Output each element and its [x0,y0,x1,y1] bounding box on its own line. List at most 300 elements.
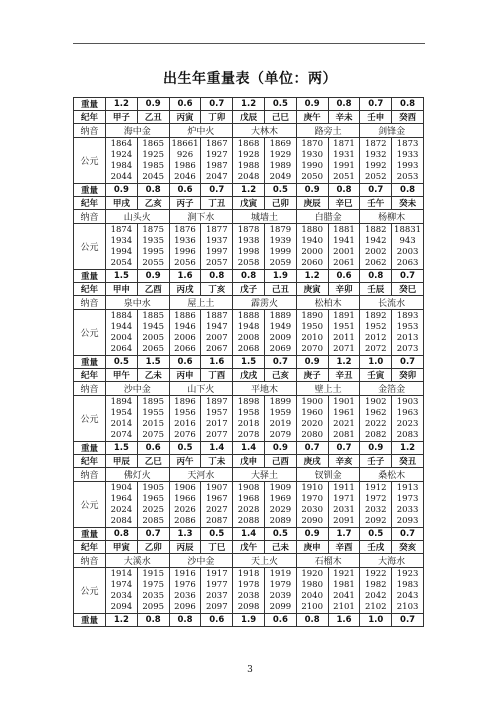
years-cell [137,138,169,184]
year-value: 2096 [174,601,196,612]
row-label-nayin: 纳音 [74,210,106,224]
nayin-cell: 山下火 [169,382,233,396]
header-rule [73,43,425,44]
year-value: 1955 [142,407,165,418]
year-value: 1894 [110,396,133,407]
year-value: 2086 [174,515,196,526]
year-value: 1984 [110,160,133,171]
ganzhi-cell: 丁丑 [201,197,233,210]
years-cell [169,482,201,528]
year-value: 1956 [174,407,196,418]
year-value: 1934 [110,235,133,246]
years-cell [201,396,233,442]
weight-cell: 1.5 [106,442,138,455]
years-cell [137,224,169,270]
ganzhi-row [74,369,424,382]
year-value: 943 [399,235,416,246]
years-cell [328,138,360,184]
year-value: 2078 [237,429,260,440]
year-value: 1893 [396,310,419,321]
ganzhi-cell: 壬午 [360,197,392,210]
year-value: 2098 [237,601,260,612]
year-value: 2070 [301,343,323,354]
years-cell [233,224,265,270]
year-value: 2030 [301,504,323,515]
weight-cell: 0.8 [201,270,233,283]
ganzhi-cell: 甲辰 [106,455,138,468]
row-label-years: 公元 [74,138,106,184]
nayin-cell: 屋上土 [169,296,233,310]
weight-cell: 0.5 [106,356,138,369]
year-value: 2011 [333,332,355,343]
year-value: 1947 [205,321,228,332]
nayin-cell: 长流水 [360,296,424,310]
year-value: 2090 [301,515,323,526]
year-value: 1986 [174,160,196,171]
year-value: 2029 [269,504,292,515]
row-label-weight: 重量 [74,614,106,627]
year-value: 1878 [237,224,260,235]
weight-cell: 0.7 [137,528,169,541]
row-label-ganzhi: 纪年 [74,369,106,382]
years-cell [137,482,169,528]
nayin-cell: 平地木 [233,382,297,396]
ganzhi-cell: 戊午 [233,541,265,554]
year-value: 1872 [364,138,387,149]
nayin-cell: 壁上土 [296,382,360,396]
year-value: 2060 [301,257,323,268]
nayin-row [74,554,424,568]
year-value: 2061 [333,257,355,268]
year-value: 1913 [396,482,419,493]
year-value: 1952 [364,321,387,332]
year-value: 2009 [269,332,292,343]
year-value: 1948 [237,321,260,332]
nayin-cell: 泉中水 [106,296,170,310]
year-value: 2074 [110,429,133,440]
row-label-years: 公元 [74,310,106,356]
years-cell [296,482,328,528]
years-cell [328,224,360,270]
ganzhi-cell: 甲寅 [106,541,138,554]
year-value: 2008 [237,332,260,343]
ganzhi-cell: 辛亥 [328,455,360,468]
nayin-cell: 石榴木 [296,554,360,568]
year-value: 2014 [110,418,133,429]
year-value: 1889 [269,310,292,321]
year-value: 1989 [269,160,292,171]
weight-cell: 0.7 [201,98,233,111]
weight-cell: 1.6 [169,270,201,283]
ganzhi-cell: 庚申 [296,541,328,554]
year-value: 2035 [142,590,165,601]
weight-cell: 1.2 [392,442,424,455]
year-value: 2013 [396,332,419,343]
row-label-years: 公元 [74,568,106,614]
years-cell [106,482,138,528]
year-value: 1962 [364,407,387,418]
row-label-ganzhi: 纪年 [74,111,106,124]
weight-cell: 0.9 [296,184,328,197]
years-row [74,482,424,528]
weight-cell: 0.5 [264,528,296,541]
year-value: 2065 [142,343,165,354]
years-cell [328,310,360,356]
year-value: 2081 [333,429,355,440]
year-value: 1918 [237,568,260,579]
year-value: 2028 [237,504,260,515]
year-value: 2082 [364,429,387,440]
years-cell [201,310,233,356]
year-value: 1929 [269,149,292,160]
years-cell [169,568,201,614]
year-value: 1970 [301,493,323,504]
nayin-row [74,210,424,224]
ganzhi-cell: 癸卯 [392,369,424,382]
nayin-row [74,382,424,396]
year-value: 1882 [364,224,387,235]
ganzhi-cell: 丙寅 [169,111,201,124]
year-value: 2084 [110,515,133,526]
nayin-cell: 钗钏金 [296,468,360,482]
year-value: 1965 [142,493,165,504]
years-row [74,310,424,356]
years-cell [328,482,360,528]
page-number: 3 [247,665,253,675]
nayin-cell: 大驿土 [233,468,297,482]
ganzhi-cell: 丙辰 [169,541,201,554]
year-value: 2048 [237,171,260,182]
row-label-weight: 重量 [74,98,106,111]
years-cell [392,138,424,184]
year-value: 2073 [396,343,419,354]
year-value: 2077 [205,429,228,440]
year-value: 1873 [396,138,419,149]
year-value: 2052 [364,171,387,182]
years-cell [169,138,201,184]
weight-cell: 1.2 [106,98,138,111]
year-value: 1896 [174,396,196,407]
year-value: 2091 [333,515,355,526]
weight-cell: 0.7 [296,442,328,455]
nayin-cell: 沙中金 [169,554,233,568]
weight-cell: 1.3 [169,528,201,541]
weight-row [74,184,424,197]
year-value: 1908 [237,482,260,493]
year-value: 1897 [205,396,228,407]
weight-cell: 0.7 [360,98,392,111]
years-cell [296,224,328,270]
year-value: 1898 [237,396,260,407]
years-cell [137,396,169,442]
year-value: 2021 [333,418,355,429]
year-value: 2016 [174,418,196,429]
weight-cell: 1.4 [201,442,233,455]
years-cell [233,482,265,528]
year-value: 2034 [110,590,133,601]
nayin-cell: 松柏木 [296,296,360,310]
year-value: 1935 [142,235,165,246]
year-value: 1969 [269,493,292,504]
weight-cell: 1.2 [233,98,265,111]
year-value: 2024 [110,504,133,515]
year-value: 1982 [364,579,387,590]
weight-cell: 1.6 [328,614,360,627]
row-label-nayin: 纳音 [74,296,106,310]
year-value: 1954 [110,407,133,418]
year-value: 2069 [269,343,292,354]
year-value: 2032 [364,504,387,515]
nayin-cell: 大溪水 [106,554,170,568]
year-value: 1938 [237,235,260,246]
year-value: 1998 [237,246,260,257]
year-value: 2050 [301,171,323,182]
weight-cell: 1.5 [137,356,169,369]
ganzhi-cell: 丙戌 [169,283,201,296]
weight-cell: 0.9 [360,442,392,455]
year-value: 2041 [333,590,355,601]
year-value: 2087 [205,515,228,526]
ganzhi-cell: 戊寅 [233,197,265,210]
ganzhi-cell: 己亥 [264,369,296,382]
weight-cell: 0.9 [106,184,138,197]
years-cell [169,224,201,270]
weight-row [74,528,424,541]
weight-cell: 0.7 [360,184,392,197]
year-value: 1905 [142,482,165,493]
ganzhi-cell: 乙丑 [137,111,169,124]
ganzhi-cell: 辛卯 [328,283,360,296]
years-cell [106,310,138,356]
years-cell [296,138,328,184]
year-value: 2040 [301,590,323,601]
weight-cell: 0.7 [392,614,424,627]
years-cell [296,568,328,614]
years-cell [360,310,392,356]
nayin-cell: 杨柳木 [360,210,424,224]
year-value: 2025 [142,504,165,515]
year-value: 1968 [237,493,260,504]
row-label-weight: 重量 [74,356,106,369]
year-value: 1904 [110,482,133,493]
year-value: 1973 [396,493,419,504]
weight-cell: 1.0 [360,356,392,369]
ganzhi-row [74,197,424,210]
year-value: 2056 [174,257,196,268]
years-cell [360,138,392,184]
ganzhi-cell: 丁未 [201,455,233,468]
row-label-weight: 重量 [74,270,106,283]
years-cell [201,138,233,184]
row-label-weight: 重量 [74,184,106,197]
year-value: 2100 [301,601,323,612]
year-value: 1869 [269,138,292,149]
years-cell [264,138,296,184]
year-value: 1922 [364,568,387,579]
year-value: 2022 [364,418,387,429]
ganzhi-cell: 庚戌 [296,455,328,468]
year-value: 1946 [174,321,196,332]
year-value: 2007 [205,332,228,343]
year-value: 18661 [171,138,199,149]
year-value: 2092 [364,515,387,526]
years-cell [360,568,392,614]
row-label-ganzhi: 纪年 [74,283,106,296]
ganzhi-cell: 乙未 [137,369,169,382]
years-cell [201,224,233,270]
nayin-cell: 天河水 [169,468,233,482]
year-value: 1911 [333,482,355,493]
year-value: 1961 [333,407,355,418]
year-value: 2099 [269,601,292,612]
weight-cell: 0.9 [137,270,169,283]
year-value: 2027 [205,504,228,515]
ganzhi-cell: 癸亥 [392,541,424,554]
year-value: 1864 [110,138,133,149]
ganzhi-cell: 戊戌 [233,369,265,382]
year-value: 1978 [237,579,260,590]
row-label-nayin: 纳音 [74,382,106,396]
ganzhi-cell: 壬子 [360,455,392,468]
ganzhi-cell: 壬辰 [360,283,392,296]
weight-cell: 0.8 [392,98,424,111]
year-value: 2068 [237,343,260,354]
year-value: 1953 [396,321,419,332]
year-value: 2026 [174,504,196,515]
year-value: 1891 [333,310,355,321]
ganzhi-cell: 辛酉 [328,541,360,554]
years-cell [106,568,138,614]
weight-cell: 0.9 [296,528,328,541]
year-value: 1940 [301,235,323,246]
nayin-cell: 霹雳火 [233,296,297,310]
ganzhi-cell: 己酉 [264,455,296,468]
year-value: 2042 [364,590,387,601]
years-cell [233,310,265,356]
years-cell [392,224,424,270]
weight-cell: 1.4 [233,442,265,455]
ganzhi-cell: 癸酉 [392,111,424,124]
weight-cell: 0.6 [169,98,201,111]
year-value: 1958 [237,407,260,418]
year-value: 1917 [205,568,228,579]
year-value: 2018 [237,418,260,429]
row-label-ganzhi: 纪年 [74,197,106,210]
weight-cell: 0.8 [360,270,392,283]
ganzhi-cell: 癸丑 [392,455,424,468]
year-value: 1933 [396,149,419,160]
ganzhi-cell: 辛未 [328,111,360,124]
year-value: 1914 [110,568,133,579]
year-value: 1892 [364,310,387,321]
ganzhi-cell: 甲子 [106,111,138,124]
ganzhi-cell: 壬戌 [360,541,392,554]
year-value: 1876 [174,224,196,235]
year-value: 1930 [301,149,323,160]
nayin-cell: 城墙土 [233,210,297,224]
years-cell [392,568,424,614]
year-value: 2019 [269,418,292,429]
weight-row [74,442,424,455]
year-value: 2001 [333,246,355,257]
year-value: 2093 [396,515,419,526]
ganzhi-cell: 乙卯 [137,541,169,554]
year-value: 2051 [333,171,355,182]
years-cell [328,396,360,442]
year-value: 1963 [396,407,419,418]
years-cell [264,310,296,356]
year-value: 18831 [394,224,422,235]
year-value: 1972 [364,493,387,504]
ganzhi-cell: 甲午 [106,369,138,382]
weight-cell: 0.9 [296,356,328,369]
year-value: 2003 [396,246,419,257]
year-value: 2004 [110,332,133,343]
row-label-weight: 重量 [74,442,106,455]
row-label-ganzhi: 纪年 [74,541,106,554]
year-value: 2064 [110,343,133,354]
year-value: 1923 [396,568,419,579]
years-cell [360,224,392,270]
years-cell [137,310,169,356]
years-cell [264,224,296,270]
year-value: 1886 [174,310,196,321]
year-value: 1877 [205,224,228,235]
ganzhi-cell: 癸巳 [392,283,424,296]
nayin-cell: 金箔金 [360,382,424,396]
weight-cell: 0.6 [169,184,201,197]
year-value: 2053 [396,171,419,182]
weight-cell: 0.7 [392,270,424,283]
ganzhi-cell: 辛丑 [328,369,360,382]
year-value: 2023 [396,418,419,429]
ganzhi-cell: 癸未 [392,197,424,210]
year-value: 1976 [174,579,196,590]
weight-cell: 0.9 [296,98,328,111]
year-value: 2039 [269,590,292,601]
year-value: 2071 [333,343,355,354]
weight-cell: 1.6 [201,356,233,369]
year-value: 1880 [301,224,323,235]
year-value: 1921 [333,568,355,579]
nayin-cell: 沙中金 [106,382,170,396]
years-cell [360,396,392,442]
year-value: 1900 [301,396,323,407]
years-cell [106,396,138,442]
years-cell [264,482,296,528]
ganzhi-cell: 丁酉 [201,369,233,382]
weight-cell: 0.6 [169,356,201,369]
weight-row [74,614,424,627]
weight-cell: 0.9 [264,442,296,455]
years-row [74,138,424,184]
year-value: 1992 [364,160,387,171]
year-value: 1887 [205,310,228,321]
year-value: 926 [176,149,194,160]
year-value: 1916 [174,568,196,579]
nayin-cell: 白腊金 [296,210,360,224]
years-cell [264,396,296,442]
year-value: 2094 [110,601,133,612]
year-value: 1941 [333,235,355,246]
year-value: 1971 [333,493,355,504]
year-value: 2076 [174,429,196,440]
year-value: 2020 [301,418,323,429]
year-value: 2046 [174,171,196,182]
year-value: 1874 [110,224,133,235]
ganzhi-cell: 乙亥 [137,197,169,210]
year-value: 1890 [301,310,323,321]
